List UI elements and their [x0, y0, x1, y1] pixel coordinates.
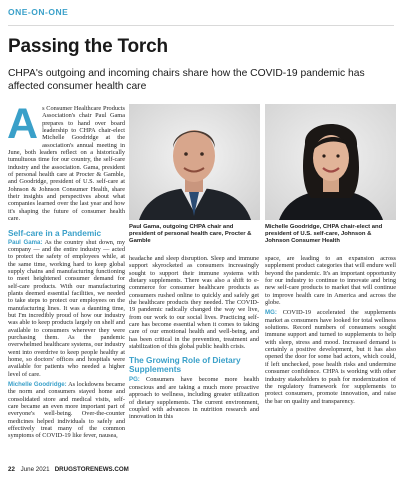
caption-gama: Paul Gama, outgoing CHPA chair and president of personal health care, Procter & Gamble: [129, 224, 252, 244]
goodridge-answer-1-text: As lockdowns became the norm and consumers stayed home and consolidated store and medical visits, self-care became an even more important part of everyone's well-being. Over-the-counter medicines helped individuals to safely and effectively treat many of the common symptoms of COVID-19 like fever, nausea,: [8, 381, 126, 440]
caption-goodridge: Michelle Goodridge, CHPA chair-elect and president of U.S. self-care, Johnson & Johnson Consumer Health: [265, 224, 383, 244]
article-title: Passing the Torch: [8, 36, 168, 57]
goodridge-answer-2: [265, 309, 396, 404]
column-2: [129, 255, 259, 421]
goodridge-answer-1: [8, 381, 125, 440]
speaker-gama: Paul Gama:: [8, 238, 43, 246]
drop-cap: A: [7, 100, 39, 148]
goodridge-answer-1-continued: headache and sleep disruption. Sleep and immune support skyrocketed as consumers increasingly sought to support their immune systems with dietary supplements. There was also a shift to e-commerce for consumer healthcare products as consumers rushed online to quickly and safely get the healthcare products they needed. The COVID-19 pandemic radically changed the way we live, from our work to our social lives. Practicing self-care has become essential when it comes to taking care of our emotional health and well-being, and has been critical in the prevention, treatment and stabilization of this global public health crisis.: [129, 255, 259, 351]
gama-answer-2-text: Consumers have become more health conscious and are taking a much more proactive approach to wellness, including greater utilization of dietary supplements. The current environment, coupled with advances in nutrition research and innovation in this: [129, 376, 259, 421]
page-footer: [8, 466, 129, 473]
photo-paul-gama: [129, 104, 260, 220]
speaker-mg: MG:: [265, 309, 277, 317]
site-name: DRUGSTORENEWS.COM: [54, 466, 129, 473]
gama-answer-2: [129, 376, 259, 420]
portrait-gama-image: [129, 104, 260, 220]
gama-answer-2-continued: space, are leading to an expansion across supplement product categories that will endure well beyond the pandemic. It's an important opportunity for our industry to continue to innovate and bring new self-care products to market that will continue to improve health care in America and across the globe.: [265, 255, 396, 307]
column-1: [7, 100, 126, 440]
portrait-goodridge-image: [265, 104, 396, 220]
page-number: 22: [8, 466, 15, 473]
section-heading-pandemic: Self-care in a Pandemic: [8, 227, 102, 238]
intro-paragraph: [7, 100, 125, 223]
section-kicker: ONE-ON-ONE: [8, 7, 69, 17]
speaker-pg: PG:: [129, 376, 140, 384]
intro-text: s Consumer Healthcare Products Association's chair Paul Gama prepares to hand over board leadership to CHPA chair-elect Michelle Goodridge at the association's annual meeting in June, both leaders reflect on a historically tumultuous time for our country, the self-care industry and the association. Gama, president of personal health care at Procter & Gamble, and Goodridge, president of U.S. self-care at Johnson & Johnson Consumer Health, share their insights and perspectives about what companies learned over the last year and how it's shaping the future of consumer health care.: [8, 105, 125, 223]
column-3: [265, 255, 396, 405]
issue-month: June 2021: [20, 466, 50, 473]
gama-answer-1: [8, 239, 125, 379]
article-deck: CHPA's outgoing and incoming chairs share how the COVID-19 pandemic has affected consumer health care: [8, 68, 365, 92]
speaker-goodridge: Michelle Goodridge:: [8, 381, 67, 389]
kicker-divider: [8, 25, 394, 26]
goodridge-answer-2-text: COVID-19 accelerated the supplements market as consumers have looked for total wellness solutions. Record numbers of consumers sought immune support and turned to supplements to help with sleep, stress and mood. Increased demand is certainly a positive development, but it has also opened the door for some bad actors, which could, if left unchecked, pose health risks and undermine consumer confidence. CHPA is working with other industry stakeholders to push for modernization of the regulatory framework for supplements to protect consumers, promote innovation, and raise the bar on quality and transparency.: [265, 309, 396, 405]
gama-answer-1-text: As the country shut down, my company — and the entire industry — acted to protect the safety of employees while, at the same time, working hard to keep global supply chains and manufacturing functioning to meet heightened consumer demand for self-care products. With our manufacturing plants deemed essential facilities, we needed to take steps to protect our employees on the manufacturing lines. It was a daunting time, but I'm incredibly proud of how our industry was able to keep products largely on shelf and available to consumers wherever they were purchasing them. As the pandemic overwhelmed healthcare systems, our industry went into overdrive to keep people healthy at home, so doctors' offices and hospitals were available for patients who needed a higher level of care.: [8, 238, 125, 378]
photo-michelle-goodridge: [265, 104, 396, 220]
section-heading-supplements: The Growing Role of Dietary Supplements: [129, 355, 241, 375]
